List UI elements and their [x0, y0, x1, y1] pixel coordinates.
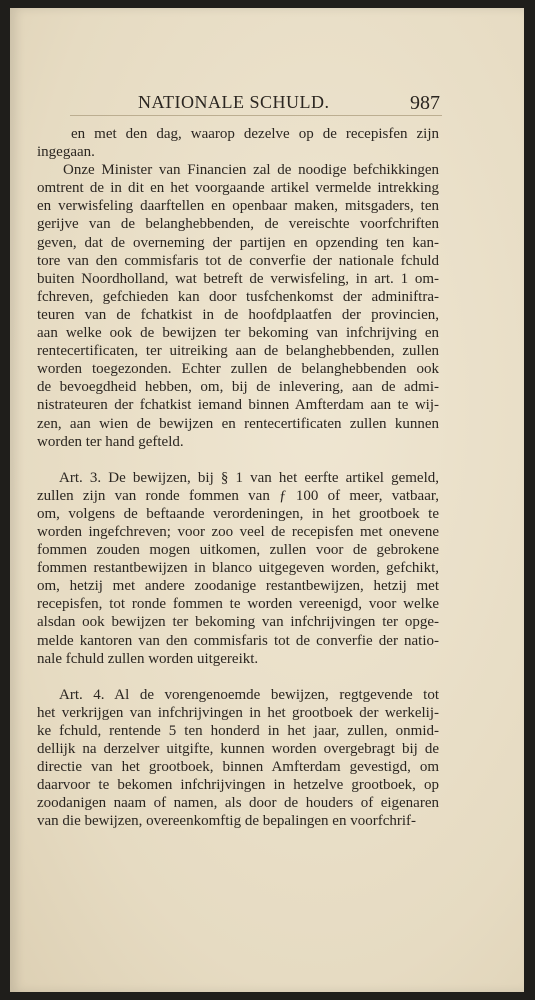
text-line: directie van het grootboek, binnen Amfterdam gevestigd, om	[37, 759, 439, 776]
text-line: de bevoegdheid hebben, om, bij de inlevering, aan de admi-	[37, 379, 439, 396]
text-line: gerijve van de belanghebbenden, de vereischte voorfchriften	[37, 216, 439, 233]
text-line: ingegaan.	[37, 144, 95, 161]
paragraph-gap	[37, 451, 439, 469]
text-line: ke fchuld, rentende 5 ten honderd in het jaar, zullen, onmid-	[37, 722, 439, 739]
running-title: NATIONALE SCHULD.	[138, 92, 330, 112]
paragraph	[37, 469, 439, 668]
text-line: melde kantoren van den commisfaris tot de converfie der natio-	[37, 632, 439, 649]
text-line: omtrent de in dit en het voorgaande artikel vermelde intrekking	[37, 180, 439, 197]
text-line: buiten Noordholland, wat betreft de verwisfeling, in art. 1 om-	[37, 270, 439, 287]
text-line: en met den dag, waarop dezelve op de recepisfen zijn	[71, 126, 439, 142]
text-line: fommen restantbewijzen in blanco uitgegeven worden, gefchikt,	[37, 560, 439, 577]
text-line: teuren van de fchatkist in de hoofdplaatfen der provincien,	[37, 306, 439, 323]
paragraph	[37, 125, 439, 161]
text-line: om, volgens de beftaande verordeningen, in het grootboek te	[37, 505, 439, 522]
text-line: rentecertificaten, ter uitreiking aan de belanghebbenden, zullen	[37, 343, 439, 360]
paragraph-gap	[37, 668, 439, 686]
text-line: aan welke ook de bewijzen ter bekoming van infchrijving en	[37, 325, 439, 342]
text-line: van die bewijzen, overeenkomftig de bepalingen en voorfchrif-	[37, 813, 417, 830]
text-line: Art. 4. Al de vorengenoemde bewijzen, regtgevende tot	[59, 686, 439, 703]
text-line: om, hetzij met andere zoodanige restantbewijzen, hetzij met	[37, 578, 439, 595]
text-line: alsdan ook bewijzen ter bekoming van infchrijvingen ter opge-	[37, 614, 439, 631]
text-line: het verkrijgen van infchrijvingen in het grootboek der werkelij-	[37, 704, 439, 721]
text-line: dellijk na derzelver uitgifte, kunnen worden overgebragt bij de	[37, 741, 439, 757]
paragraph	[37, 686, 439, 831]
text-line: daarvoor te bekomen infchrijvingen in hetzelve grootboek, op	[37, 777, 439, 794]
text-line: nistrateuren der fchatkist iemand binnen Amfterdam aan te wij-	[37, 397, 439, 414]
text-line: worden ingefchreven; voor zoo veel de recepisfen met onevene	[37, 523, 439, 540]
text-line: worden ter hand gefteld.	[37, 433, 184, 450]
text-line: zullen zijn van ronde fommen van ƒ 100 of meer, vatbaar,	[37, 487, 439, 504]
text-line: nale fchuld zullen worden uitgereikt.	[37, 650, 259, 667]
text-line: en verwisfeling daarftellen en openbaar maken, mitsgaders, ten	[37, 198, 439, 215]
text-line: Art. 3. De bewijzen, bij § 1 van het eerfte artikel gemeld,	[59, 469, 439, 486]
paragraph	[37, 161, 439, 451]
header-rule	[70, 115, 442, 116]
text-line: geven, dat de overneming der partijen en opzending ten kan-	[37, 234, 439, 251]
text-line: zoodanigen naam of namen, als door de houders of eigenaren	[37, 795, 439, 812]
text-line: tore van den commisfaris tot de converfie der nationale fchuld	[37, 252, 439, 269]
text-line: fchreven, gefchieden kan door tusfchenkomst der adminiftra-	[37, 288, 439, 305]
body-text	[37, 125, 439, 830]
text-line: recepisfen, tot ronde fommen te worden vereenigd, voor welke	[37, 596, 439, 613]
book-page	[10, 8, 524, 992]
text-line: fommen zouden mogen uitkomen, zullen voor de gebrokene	[37, 542, 439, 559]
text-line: worden toegezonden. Echter zullen de belanghebbenden ook	[37, 361, 439, 378]
text-line: Onze Minister van Financien zal de noodige befchikkingen	[63, 162, 439, 179]
text-line: zen, aan wien de bewijzen en rentecertificaten zullen kunnen	[37, 415, 439, 432]
page-number: 987	[410, 92, 440, 114]
